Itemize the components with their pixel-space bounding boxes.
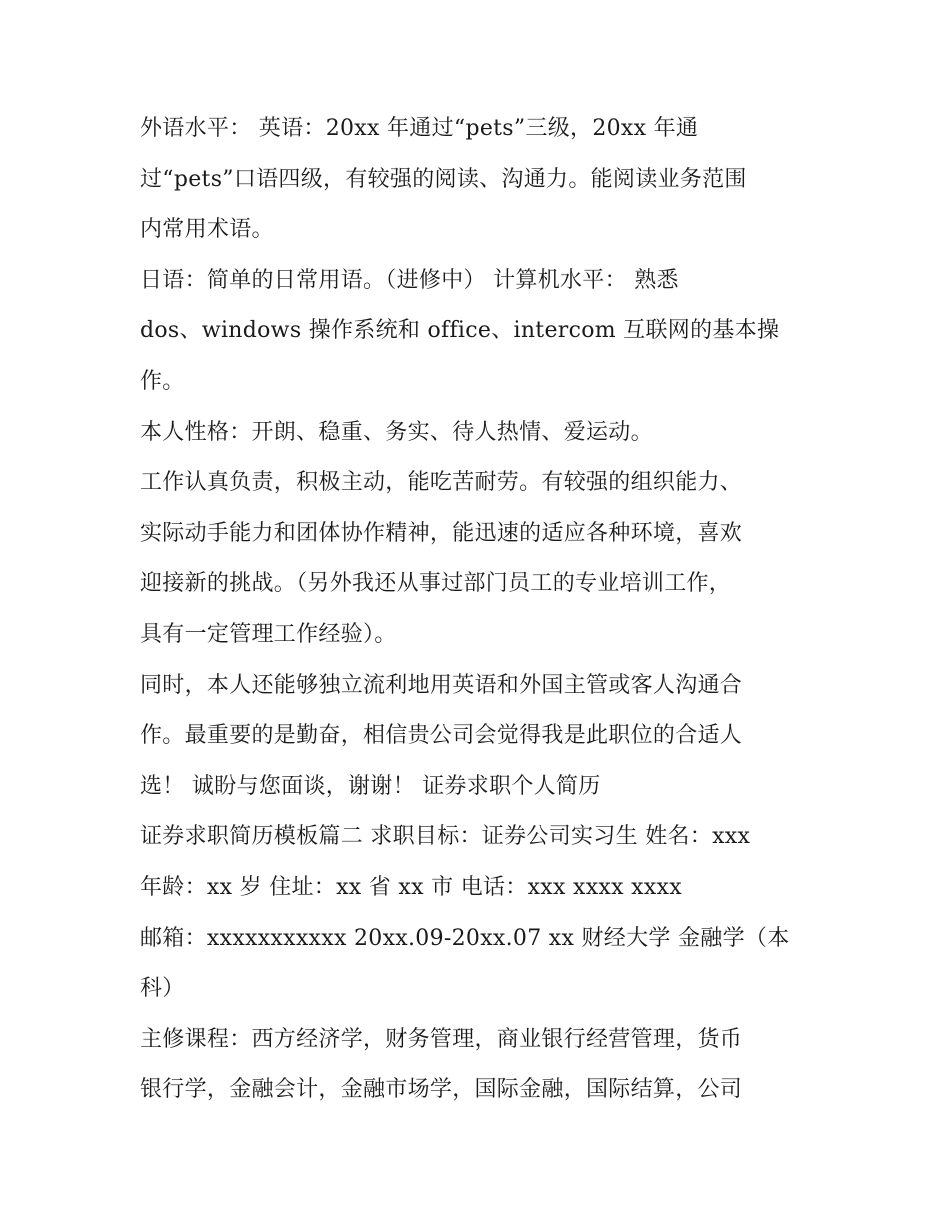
text-line-japanese-computer: 日语：简单的日常用语。（进修中） 计算机水平： 熟悉 <box>140 267 679 293</box>
text-line-pets-oral: 过“pets”口语四级，有较强的阅读、沟通力。能阅读业务范围 <box>140 166 747 192</box>
text-line-os-office: dos、windows 操作系统和 office、intercom 互联网的基本操 <box>140 318 780 344</box>
text-line-work-attitude: 工作认真负责，积极主动，能吃苦耐劳。有较强的组织能力、 <box>140 470 743 496</box>
text-line-email-education: 邮箱：xxxxxxxxxxx 20xx.09-20xx.07 xx 财经大学 金融学（本 <box>140 925 790 951</box>
text-line-personality: 本人性格：开朗、稳重、务实、待人热情、爱运动。 <box>140 419 653 445</box>
document-body <box>140 104 820 1116</box>
text-line-language-skills: 外语水平： 英语：20xx 年通过“pets”三级，20xx 年通 <box>140 116 699 141</box>
text-line-resume-template: 证券求职简历模板篇二 求职目标：证券公司实习生 姓名：xxx <box>140 824 751 850</box>
text-line-degree: 科） <box>140 976 185 1002</box>
text-line-operation: 作。 <box>140 368 185 394</box>
text-line-diligence: 作。最重要的是勤奋，相信贵公司会觉得我是此职位的合适人 <box>140 723 743 749</box>
text-line-closing: 选！ 诚盼与您面谈，谢谢！ 证券求职个人简历 <box>140 773 601 799</box>
text-line-teamwork: 实际动手能力和团体协作精神，能迅速的适应各种环境，喜欢 <box>140 520 743 546</box>
text-line-courses-continued: 银行学，金融会计，金融市场学，国际金融，国际结算，公司 <box>140 1077 743 1103</box>
text-line-terminology: 内常用术语。 <box>140 217 274 243</box>
text-line-courses: 主修课程：西方经济学，财务管理，商业银行经营管理，货币 <box>140 1026 743 1052</box>
text-line-personal-info: 年龄：xx 岁 住址：xx 省 xx 市 电话：xxx xxxx xxxx <box>140 874 682 900</box>
text-line-english-communication: 同时，本人还能够独立流利地用英语和外国主管或客人沟通合 <box>140 672 743 698</box>
text-line-challenge: 迎接新的挑战。（另外我还从事过部门员工的专业培训工作， <box>140 571 732 597</box>
text-line-management: 具有一定管理工作经验）。 <box>140 621 397 647</box>
